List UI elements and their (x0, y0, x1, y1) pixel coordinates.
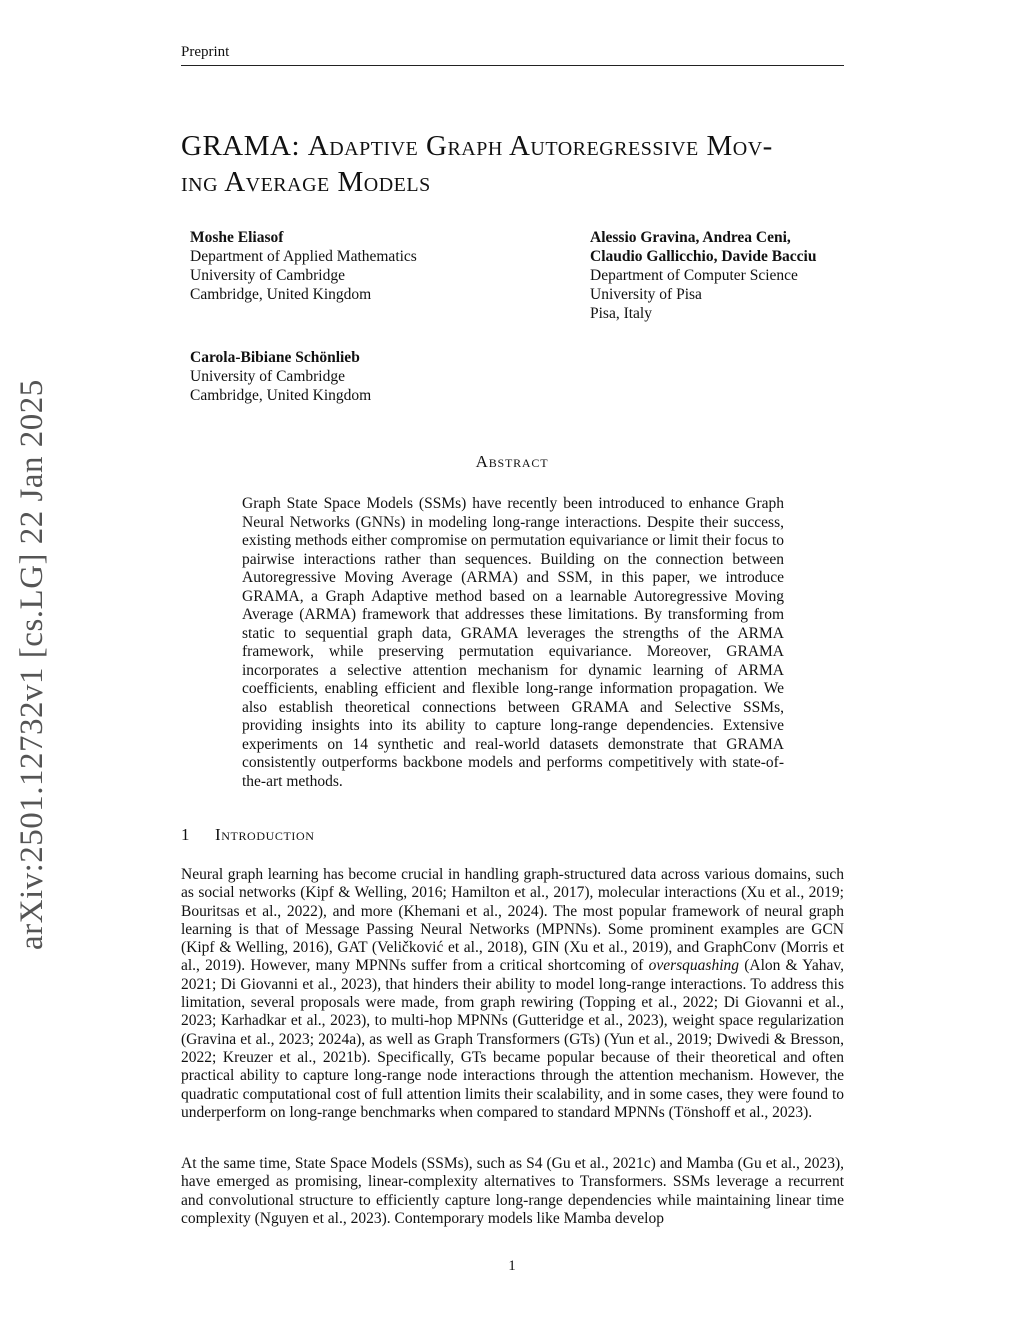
abstract-heading: Abstract (475, 452, 549, 471)
author-affiliation: Cambridge, United Kingdom (190, 286, 372, 303)
author-affiliation: University of Cambridge (190, 368, 345, 385)
author-name: Carola-Bibiane Schönlieb (190, 349, 360, 366)
body-paragraph-2: At the same time, State Space Models (SSMs), such as S4 (Gu et al., 2021c) and Mamba (Gu et al., 2023), have emerged as promising, linear-complexity alternatives to Transformers. SSMs leverage a recurrent and convolutional structure to efficiently capture long-range dependencies while maintaining linear time complexity (Nguyen et al., 2023). Contemporary models like Mamba develop (181, 1155, 844, 1227)
author-name: Claudio Gallicchio, Davide Bacciu (590, 248, 817, 265)
author-name: Alessio Gravina, Andrea Ceni, (590, 229, 791, 246)
title-acronym: GRAMA: (181, 130, 308, 162)
author-block-1 (190, 228, 417, 304)
author-block-2 (590, 228, 816, 323)
title-line1: Adaptive Graph Autoregressive Mov- (307, 130, 773, 162)
body-paragraph-1 (181, 866, 844, 1122)
arxiv-stamp: arXiv:2501.12732v1 [cs.LG] 22 Jan 2025 (14, 379, 50, 950)
paper-title (181, 128, 861, 200)
page-number: 1 (508, 1258, 516, 1274)
paragraph-text: Neural graph learning has become crucial in handling graph-structured data across various domains, such as social networks (Kipf & Welling, 2016; Hamilton et al., 2017), molecular interactions (Xu et al., 2019; Bouritsas et al., 2022), and more (Khemani et al., 2024). The most popular framework of neural graph learning is that of Message Passing Neural Networks (MPNNs). Some prominent examples are GCN (Kipf & Welling, 2016), GAT (Veličković et al., 2018), GIN (Xu et al., 2019), and GraphConv (Morris et al., 2019). However, many MPNNs suffer from a critical shortcoming of (181, 866, 844, 975)
paragraph-text: (Alon & Yahav, 2021; Di Giovanni et al., 2023), that hinders their ability to model long-range interactions. To address this limitation, several proposals were made, from graph rewiring (Topping et al., 2022; Di Giovanni et al., 2023; Karhadkar et al., 2023), to multi-hop MPNNs (Gutteridge et al., 2023), weight space regularization (Gravina et al., 2023; 2024a), as well as Graph Transformers (GTs) (Yun et al., 2019; Dwivedi & Bresson, 2022; Kreuzer et al., 2021b). Specifically, GTs became popular because of their theoretical and often practical ability to capture long-range node interactions through the attention mechanism. However, the quadratic computational cost of full attention limits their scalability, and in some cases, they were found to underperform on long-range benchmarks when compared to standard MPNNs (Tönshoff et al., 2023). (181, 957, 844, 1121)
emphasized-term: oversquashing (648, 957, 740, 975)
title-line2: ing Average Models (181, 166, 431, 198)
section-heading (181, 825, 315, 845)
abstract-text: Graph State Space Models (SSMs) have recently been introduced to enhance Graph Neural Networks (GNNs) in modeling long-range interactions. Despite their success, existing methods either compromise on permutation equivariance or limit their focus to pairwise interactions rather than sequences. Building on the connection between Autoregressive Moving Average (ARMA) and SSM, in this paper, we introduce GRAMA, a Graph Adaptive method based on a learnable Autoregressive Moving Average (ARMA) framework that addresses these limitations. By transforming from static to sequential graph data, GRAMA leverages the strengths of the ARMA framework, while preserving permutation equivariance. Moreover, GRAMA incorporates a selective attention mechanism for dynamic learning of ARMA coefficients, enabling efficient and flexible long-range information propagation. We also establish theoretical connections between GRAMA and Selective SSMs, providing insights into its ability to capture long-range dependencies. Extensive experiments on 14 synthetic and real-world datasets demonstrate that GRAMA consistently outperforms backbone models and performs competitively with state-of-the-art methods. (242, 495, 784, 790)
author-affiliation: Department of Computer Science (590, 267, 798, 284)
author-block-3 (190, 348, 371, 405)
author-name: Moshe Eliasof (190, 229, 284, 246)
running-header (181, 44, 844, 66)
author-affiliation: University of Cambridge (190, 267, 345, 284)
author-affiliation: Cambridge, United Kingdom (190, 387, 372, 404)
author-affiliation: Department of Applied Mathematics (190, 248, 417, 265)
section-number: 1 (181, 825, 191, 844)
author-affiliation: Pisa, Italy (590, 305, 652, 322)
header-label: Preprint (181, 44, 230, 60)
section-title: Introduction (215, 825, 315, 844)
author-affiliation: University of Pisa (590, 286, 702, 303)
